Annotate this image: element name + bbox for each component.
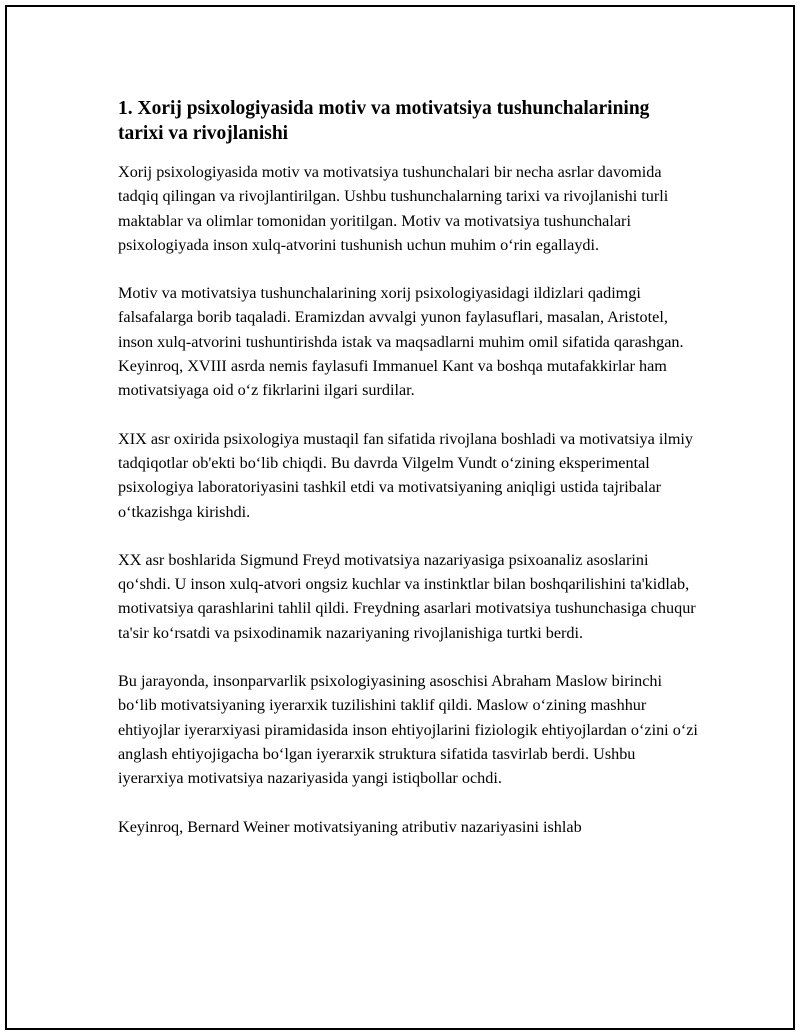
- document-body: [118, 96, 698, 863]
- section-heading: 1. Xorij psixologiyasida motiv va motivatsiya tushunchalarining tarixi va rivojlanishi: [118, 98, 650, 144]
- paragraph-6: Keyinroq, Bernard Weiner motivatsiyaning atributiv nazariyasini ishlab: [118, 817, 582, 836]
- paragraph-2: Motiv va motivatsiya tushunchalarining xorij psixologiyasidagi ildizlari qadimgi falsafalarga borib taqaladi. Eramizdan avvalgi yunon faylasuflari, masalan, Aristotel, inson xulq-atvorini tushuntirishda istak va maqsadlarni muhim omil sifatida qarashgan. Keyinroq, XVIII asrda nemis faylasufi Immanuel Kant va boshqa mutafakkirlar ham motivatsiyaga oid o‘z fikrlarini ilgari surdilar.: [118, 284, 684, 400]
- paragraph-4: XX asr boshlarida Sigmund Freyd motivatsiya nazariyasiga psixoanaliz asoslarini qo‘shdi. U inson xulq-atvori ongsiz kuchlar va instinktlar bilan boshqarilishini ta'kidlab, motivatsiya qarashlarini tahlil qildi. Freydning asarlari motivatsiya tushunchasiga chuqur ta'sir ko‘rsatdi va psixodinamik nazariyaning rivojlanishiga turtki berdi.: [118, 550, 696, 642]
- paragraph-1: Xorij psixologiyasida motiv va motivatsiya tushunchalari bir necha asrlar davomida tadqiq qilingan va rivojlantirilgan. Ushbu tushunchalarning tarixi va rivojlanishi turli maktablar va olimlar tomonidan yoritilgan. Motiv va motivatsiya tushunchalari psixologiyada inson xulq-atvorini tushunish uchun muhim o‘rin egallaydi.: [118, 163, 669, 254]
- paragraph-5: Bu jarayonda, insonparvarlik psixologiyasining asoschisi Abraham Maslow birinchi bo‘lib motivatsiyaning iyerarxik tuzilishini taklif qildi. Maslow o‘zining mashhur ehtiyojlar iyerarxiyasi piramidasida inson ehtiyojlarini fiziologik ehtiyojlardan o‘zini o‘zi anglash ehtiyojigacha bo‘lgan iyerarxik struktura sifatida tasvirlab berdi. Ushbu iyerarxiya motivatsiya nazariyasida yangi istiqbollar ochdi.: [118, 672, 698, 788]
- paragraph-3: XIX asr oxirida psixologiya mustaqil fan sifatida rivojlana boshladi va motivatsiya ilmiy tadqiqotlar ob'ekti bo‘lib chiqdi. Bu davrda Vilgelm Vundt o‘zining eksperimental psixologiya laboratoriyasini tashkil etdi va motivatsiyaning aniqligi ustida tajribalar o‘tkazishga kirishdi.: [118, 429, 693, 521]
